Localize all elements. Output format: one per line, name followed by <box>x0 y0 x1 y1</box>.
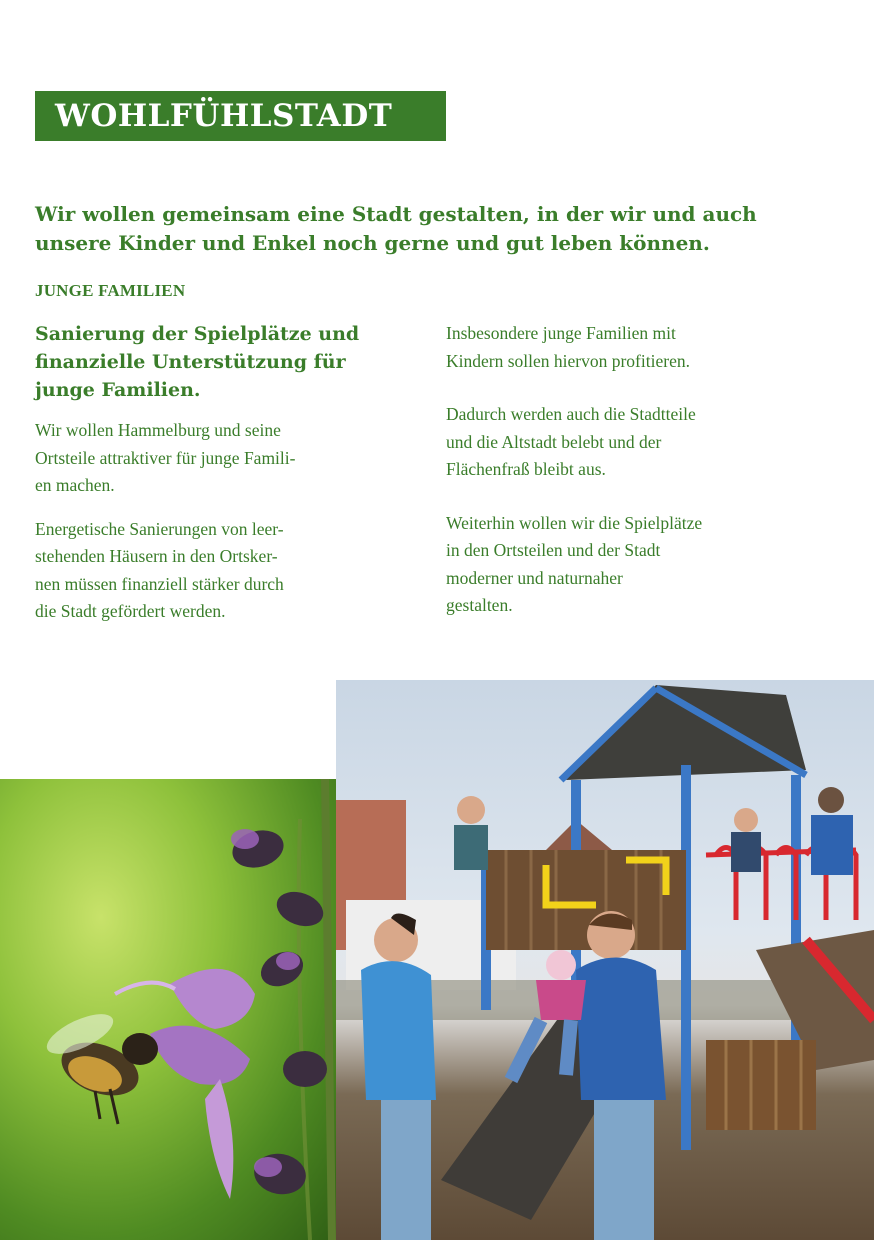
intro-line: unsere Kinder und Enkel noch gerne und gut leben können. <box>35 231 710 255</box>
paragraph-line: Wir wollen Hammelburg und seine <box>35 420 281 440</box>
paragraph-line: stehenden Häusern in den Ortsker- <box>35 546 278 566</box>
bee-flower-photo <box>0 779 336 1240</box>
paragraph-line: gestalten. <box>446 595 513 615</box>
left-column <box>35 320 405 642</box>
paragraph <box>446 510 836 620</box>
subheading-line: Sanierung der Spielplätze und <box>35 323 360 345</box>
paragraph-line: en machen. <box>35 475 115 495</box>
paragraph-line: Insbesondere junge Familien mit <box>446 323 676 343</box>
subheading-line: junge Familien. <box>35 379 201 401</box>
bee <box>41 1006 158 1124</box>
section-heading: JUNGE FAMILIEN <box>35 281 186 300</box>
title-banner <box>35 91 446 141</box>
right-column <box>446 320 836 646</box>
paragraph-line: Weiterhin wollen wir die Spielplätze <box>446 512 703 533</box>
paragraph <box>446 320 836 375</box>
playground-photo <box>336 680 874 1240</box>
subheading <box>35 320 405 404</box>
paragraph <box>446 401 836 484</box>
paragraph-line: in den Ortsteilen und der Stadt <box>446 540 661 560</box>
paragraph-line: moderner und naturnaher <box>446 567 623 588</box>
paragraph <box>35 417 405 500</box>
paragraph-line: Kindern sollen hiervon profitieren. <box>446 350 690 371</box>
paragraph-line: die Stadt gefördert werden. <box>35 601 226 621</box>
paragraph-line: Energetische Sanierungen von leer- <box>35 518 284 539</box>
paragraph-line: nen müssen finanziell stärker durch <box>35 573 284 594</box>
paragraph-line: und die Altstadt belebt und der <box>446 431 662 452</box>
playground-illustration <box>336 680 874 1240</box>
bee-flower-illustration <box>0 779 336 1240</box>
paragraph <box>35 516 405 626</box>
paragraph-line: Dadurch werden auch die Stadtteile <box>446 404 696 424</box>
paragraph-line: Flächenfraß bleibt aus. <box>446 459 606 479</box>
person-right <box>576 911 666 1240</box>
intro-text <box>35 200 825 258</box>
subheading-line: finanzielle Unterstützung für <box>35 351 346 373</box>
page-title: WOHLFÜHLSTADT <box>55 98 393 134</box>
paragraph-line: Ortsteile attraktiver für junge Famili- <box>35 447 296 468</box>
intro-line: Wir wollen gemeinsam eine Stadt gestalten, in der wir und auch <box>35 202 757 226</box>
